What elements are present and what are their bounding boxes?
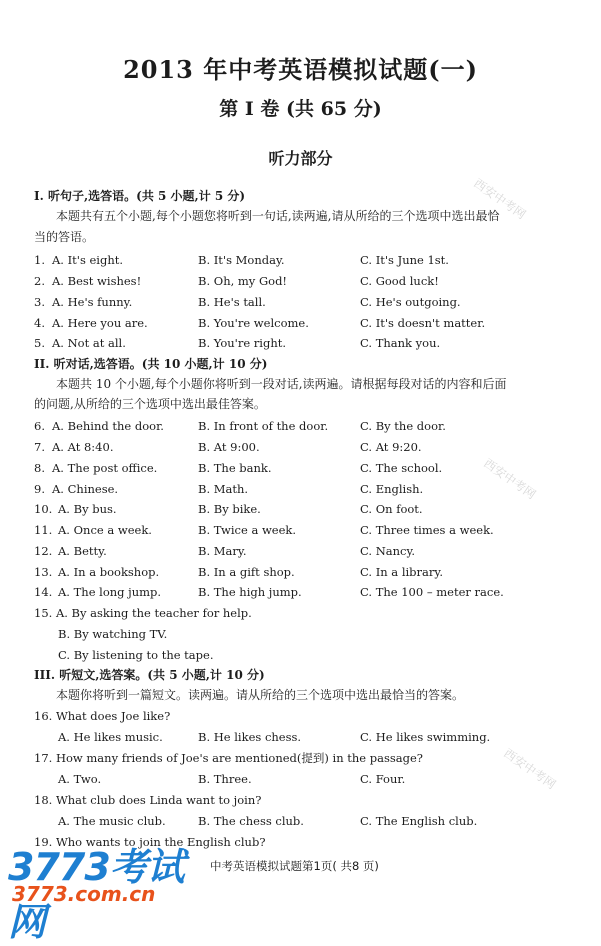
site-logo[interactable] (4, 836, 194, 944)
option-a: A. Behind the door. (52, 419, 164, 433)
question-number: 7. (34, 440, 45, 454)
option-b: B. You're right. (198, 336, 287, 350)
option-c: C. It's doesn't matter. (360, 316, 486, 330)
option-b: B. It's Monday. (198, 253, 285, 267)
part2-instruction: 的问题,从所给的三个选项中选出最佳答案。 (34, 397, 266, 411)
option-a: A. The music club. (58, 814, 166, 828)
part3-instruction: 本题你将听到一篇短文。读两遍。请从所给的三个选项中选出最恰当的答案。 (56, 688, 465, 702)
option-a: A. At 8:40. (52, 440, 114, 454)
option-b: B. Math. (198, 482, 249, 496)
question-number: 5. (34, 336, 45, 350)
option-b: B. Twice a week. (198, 523, 297, 537)
question-17-stem: 17. How many friends of Joe's are mentioned(提到) in the passage? (34, 751, 423, 765)
option-b: B. The chess club. (198, 814, 304, 828)
watermark: 西安中考网 (501, 745, 559, 792)
question-number: 6. (34, 419, 45, 433)
option-a: A. By bus. (58, 502, 117, 516)
watermark: 西安中考网 (481, 455, 539, 502)
option-b: B. In a gift shop. (198, 565, 295, 579)
option-c: C. In a library. (360, 565, 444, 579)
option-a: A. The post office. (52, 461, 158, 475)
question-number: 14. (34, 585, 53, 599)
option-b: B. By bike. (198, 502, 261, 516)
option-c: C. Good luck! (360, 274, 439, 288)
option-c: C. At 9:20. (360, 440, 422, 454)
question-number: 10. (34, 502, 53, 516)
option-a: A. Here you are. (52, 316, 148, 330)
option-c: C. Thank you. (360, 336, 441, 350)
option-c: C. The school. (360, 461, 443, 475)
question-number: 8. (34, 461, 45, 475)
option-b: B. Oh, my God! (198, 274, 288, 288)
option-b: B. Three. (198, 772, 252, 786)
question-number: 12. (34, 544, 53, 558)
option-a: A. In a bookshop. (58, 565, 160, 579)
option-a: A. It's eight. (52, 253, 124, 267)
question-number: 11. (34, 523, 53, 537)
option-a: A. Chinese. (52, 482, 119, 496)
part2-instruction: 本题共 10 个小题,每个小题你将听到一段对话,读两遍。请根据每段对话的内容和后面 (56, 377, 507, 391)
option-c: C. By the door. (360, 419, 446, 433)
option-b: B. He likes chess. (198, 730, 302, 744)
question-number: 3. (34, 295, 45, 309)
option-b: B. The bank. (198, 461, 272, 475)
option-c: C. The 100 – meter race. (360, 585, 504, 599)
option-c: C. He's outgoing. (360, 295, 461, 309)
question-number: 9. (34, 482, 45, 496)
option-c: C. English. (360, 482, 424, 496)
exam-title: 2013 年中考英语模拟试题(一) (123, 55, 478, 84)
option-c: C. On foot. (360, 502, 423, 516)
option-b: B. In front of the door. (198, 419, 329, 433)
option-b: B. By watching TV. (58, 627, 168, 641)
question-number: 2. (34, 274, 45, 288)
page-footer: 中考英语模拟试题第1页( 共8 页) (210, 859, 379, 873)
option-a: A. Once a week. (58, 523, 152, 537)
option-c: C. Four. (360, 772, 406, 786)
option-b: B. At 9:00. (198, 440, 260, 454)
part3-title: III. 听短文,选答案。(共 5 小题,计 10 分) (34, 668, 265, 682)
option-a: A. Betty. (58, 544, 107, 558)
option-c: C. The English club. (360, 814, 478, 828)
watermark: 西安中考网 (471, 175, 529, 222)
question-number: 4. (34, 316, 45, 330)
question-19-stem: 19. Who wants to join the English club? (34, 835, 266, 849)
option-b: B. The high jump. (198, 585, 302, 599)
section-heading: 听力部分 (268, 149, 333, 168)
option-a: A. Best wishes! (52, 274, 142, 288)
question-16-stem: 16. What does Joe like? (34, 709, 171, 723)
option-b: B. Mary. (198, 544, 247, 558)
question-18-stem: 18. What club does Linda want to join? (34, 793, 262, 807)
option-a: A. Not at all. (52, 336, 126, 350)
option-c: C. Three times a week. (360, 523, 494, 537)
option-b: B. He's tall. (198, 295, 266, 309)
option-a: A. He's funny. (52, 295, 133, 309)
option-c: C. By listening to the tape. (58, 648, 214, 662)
question-15-stem: 15. A. By asking the teacher for help. (34, 606, 252, 620)
option-b: B. You're welcome. (198, 316, 309, 330)
part1-title: I. 听句子,选答语。(共 5 小题,计 5 分) (34, 189, 246, 203)
question-number: 13. (34, 565, 53, 579)
option-c: C. Nancy. (360, 544, 416, 558)
part2-title: II. 听对话,选答语。(共 10 小题,计 10 分) (34, 357, 268, 371)
logo-main-text: 3773考试网 (8, 845, 184, 944)
option-c: C. It's June 1st. (360, 253, 449, 267)
question-number: 1. (34, 253, 45, 267)
logo-url-text: 3773.com.cn (12, 882, 156, 906)
part1-instruction: 本题共有五个小题,每个小题您将听到一句话,读两遍,请从所给的三个选项中选出最恰 (56, 209, 500, 223)
option-a: A. He likes music. (58, 730, 163, 744)
part1-instruction: 当的答语。 (34, 230, 95, 244)
option-c: C. He likes swimming. (360, 730, 491, 744)
option-a: A. Two. (58, 772, 102, 786)
option-a: A. The long jump. (58, 585, 162, 599)
exam-subtitle: 第 I 卷 (共 65 分) (219, 98, 382, 120)
